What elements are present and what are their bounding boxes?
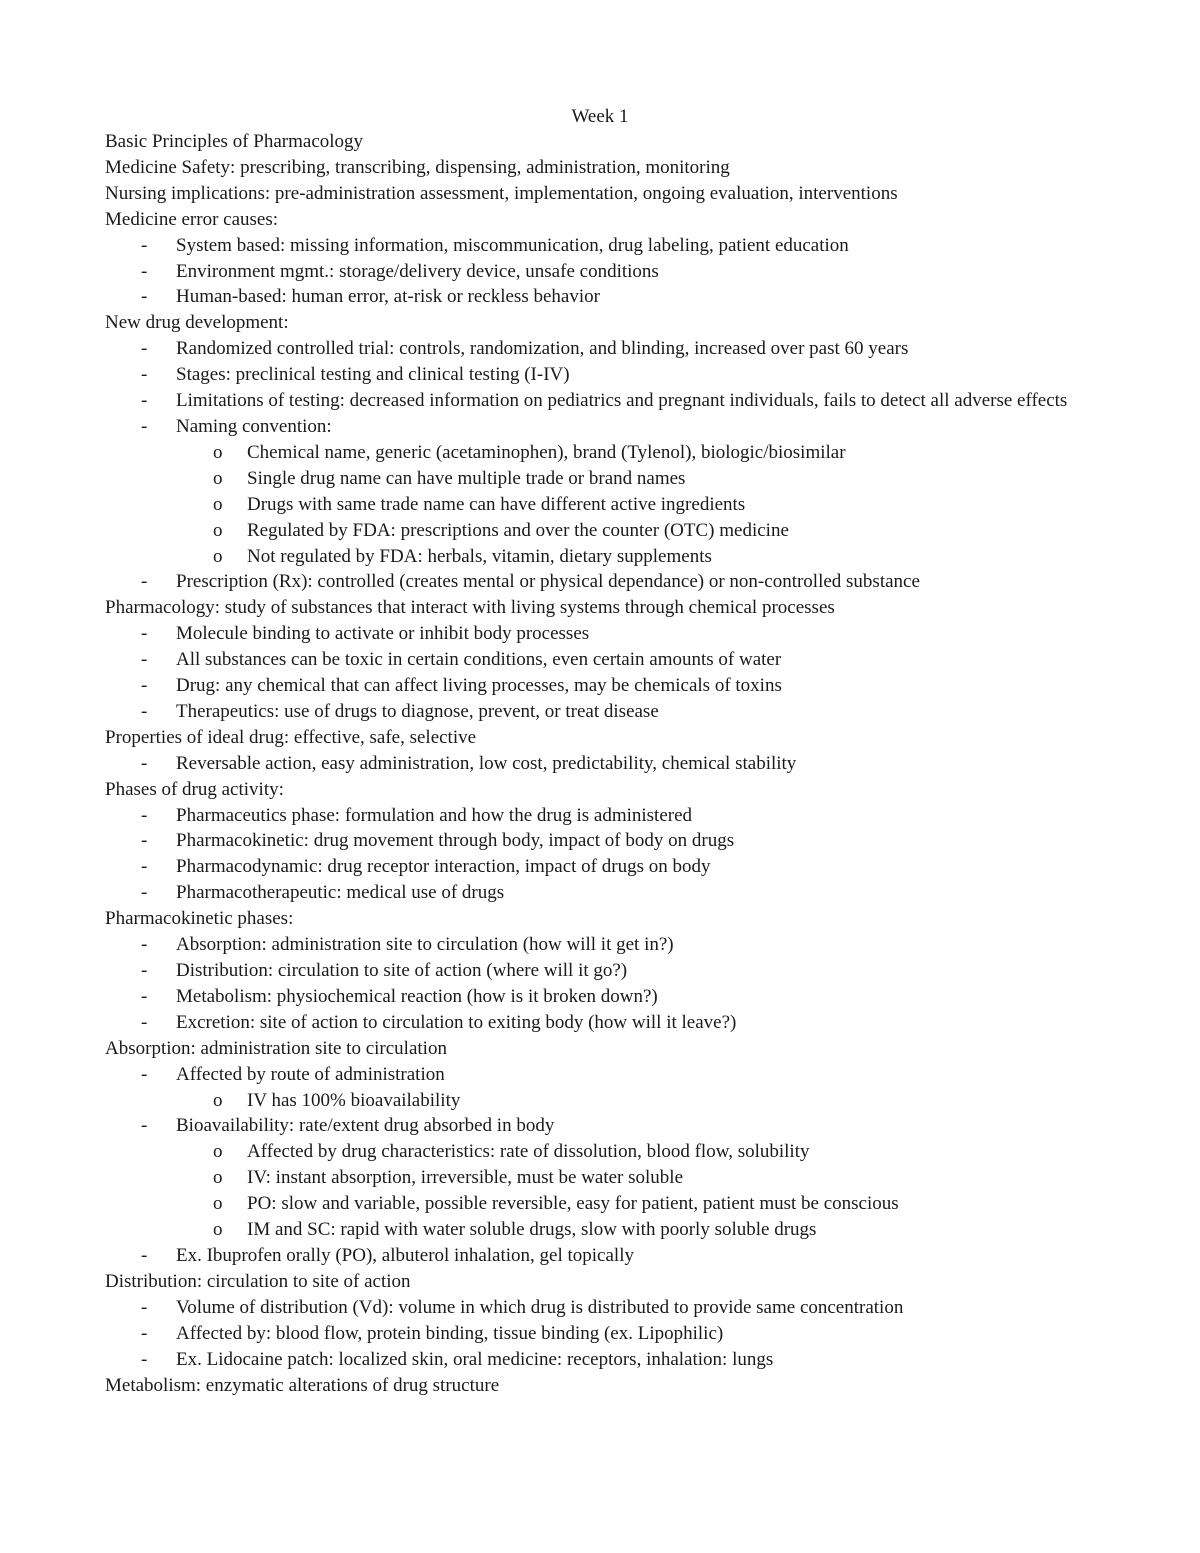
dash-bullet-icon: - bbox=[141, 415, 148, 437]
list-item bbox=[105, 1321, 1095, 1347]
list-item bbox=[105, 803, 1095, 829]
line-text: All substances can be toxic in certain conditions, even certain amounts of water bbox=[176, 649, 782, 671]
dash-bullet-icon: - bbox=[141, 856, 148, 878]
sub-list-item bbox=[105, 1165, 1095, 1191]
circle-bullet-icon: o bbox=[213, 1193, 223, 1215]
section-heading bbox=[105, 1036, 1095, 1062]
line-text: Affected by route of administration bbox=[176, 1063, 445, 1085]
section-heading bbox=[105, 1269, 1095, 1295]
line-text: Distribution: circulation to site of action (where will it go?) bbox=[176, 960, 628, 981]
section-heading bbox=[105, 595, 1095, 621]
circle-bullet-icon: o bbox=[213, 1141, 223, 1163]
line-text: Prescription (Rx): controlled (creates mental or physical dependance) or non-controlled substance bbox=[176, 571, 920, 593]
dash-bullet-icon: - bbox=[141, 234, 148, 256]
line-text: PO: slow and variable, possible reversible, easy for patient, patient must be conscious bbox=[247, 1193, 899, 1215]
list-item bbox=[105, 336, 1095, 362]
dash-bullet-icon: - bbox=[141, 1244, 148, 1266]
circle-bullet-icon: o bbox=[213, 1089, 223, 1111]
line-text: Limitations of testing: decreased information on pediatrics and pregnant individuals, fails to detect all adverse effects bbox=[176, 390, 1068, 412]
list-item bbox=[105, 414, 1095, 440]
list-item bbox=[105, 984, 1095, 1010]
circle-bullet-icon: o bbox=[213, 1167, 223, 1189]
line-text: Volume of distribution (Vd): volume in which drug is distributed to provide same concentration bbox=[176, 1296, 904, 1318]
dash-bullet-icon: - bbox=[141, 571, 148, 593]
list-item bbox=[105, 362, 1095, 388]
section-heading bbox=[105, 1373, 1095, 1399]
dash-bullet-icon: - bbox=[141, 1322, 148, 1344]
circle-bullet-icon: o bbox=[213, 545, 223, 567]
sub-list-item bbox=[105, 1088, 1095, 1114]
list-item bbox=[105, 673, 1095, 699]
line-text: Affected by drug characteristics: rate of dissolution, blood flow, solubility bbox=[247, 1141, 810, 1163]
sub-list-item bbox=[105, 492, 1095, 518]
line-text: IM and SC: rapid with water soluble drugs, slow with poorly soluble drugs bbox=[247, 1219, 817, 1241]
sub-list-item bbox=[105, 518, 1095, 544]
list-item bbox=[105, 699, 1095, 725]
sub-list-item bbox=[105, 440, 1095, 466]
list-item bbox=[105, 259, 1095, 285]
sub-list-item bbox=[105, 1217, 1095, 1243]
section-heading bbox=[105, 207, 1095, 233]
line-text: Pharmaceutics phase: formulation and how the drug is administered bbox=[176, 804, 693, 826]
section-heading bbox=[105, 310, 1095, 336]
dash-bullet-icon: - bbox=[141, 804, 148, 826]
dash-bullet-icon: - bbox=[141, 1296, 148, 1318]
line-text: Medicine error causes: bbox=[105, 208, 279, 230]
dash-bullet-icon: - bbox=[141, 1011, 148, 1033]
circle-bullet-icon: o bbox=[213, 493, 223, 515]
line-text: Phases of drug activity: bbox=[105, 778, 284, 800]
section-heading bbox=[105, 777, 1095, 803]
line-text: Molecule binding to activate or inhibit body processes bbox=[176, 623, 590, 645]
list-item bbox=[105, 1062, 1095, 1088]
section-heading bbox=[105, 906, 1095, 932]
list-item bbox=[105, 932, 1095, 958]
section-heading bbox=[105, 155, 1095, 181]
sub-list-item bbox=[105, 466, 1095, 492]
list-item bbox=[105, 284, 1095, 310]
line-text: Pharmacokinetic: drug movement through body, impact of body on drugs bbox=[176, 830, 735, 852]
notes-list bbox=[105, 129, 1095, 1398]
dash-bullet-icon: - bbox=[141, 338, 148, 360]
line-text: Human-based: human error, at-risk or reckless behavior bbox=[176, 286, 600, 308]
line-text: Randomized controlled trial: controls, randomization, and blinding, increased over past 60 years bbox=[176, 338, 909, 360]
sub-list-item bbox=[105, 544, 1095, 570]
line-text: Chemical name, generic (acetaminophen), brand (Tylenol), biologic/biosimilar bbox=[247, 441, 846, 463]
line-text: System based: missing information, miscommunication, drug labeling, patient education bbox=[176, 234, 849, 256]
sub-list-item bbox=[105, 1191, 1095, 1217]
line-text: Basic Principles of Pharmacology bbox=[105, 131, 364, 152]
dash-bullet-icon: - bbox=[141, 1348, 148, 1370]
line-text: Pharmacology: study of substances that interact with living systems through chemical processes bbox=[105, 597, 835, 619]
line-text: Pharmacokinetic phases: bbox=[105, 908, 294, 930]
list-item bbox=[105, 1010, 1095, 1036]
line-text: Not regulated by FDA: herbals, vitamin, dietary supplements bbox=[247, 545, 712, 567]
line-text: Regulated by FDA: prescriptions and over the counter (OTC) medicine bbox=[247, 519, 789, 541]
list-item bbox=[105, 621, 1095, 647]
line-text: Pharmacodynamic: drug receptor interaction, impact of drugs on body bbox=[176, 856, 711, 878]
line-text: Drugs with same trade name can have different active ingredients bbox=[247, 493, 746, 515]
dash-bullet-icon: - bbox=[141, 390, 148, 412]
dash-bullet-icon: - bbox=[141, 260, 148, 282]
circle-bullet-icon: o bbox=[213, 441, 223, 463]
line-text: Properties of ideal drug: effective, safe, selective bbox=[105, 726, 477, 748]
page-title: Week 1 bbox=[571, 106, 629, 127]
line-text: Therapeutics: use of drugs to diagnose, prevent, or treat disease bbox=[176, 700, 659, 722]
dash-bullet-icon: - bbox=[141, 830, 148, 852]
line-text: Distribution: circulation to site of action bbox=[105, 1270, 411, 1292]
document-page bbox=[105, 104, 1095, 1398]
line-text: Reversable action, easy administration, low cost, predictability, chemical stability bbox=[176, 752, 797, 774]
line-text: Ex. Lidocaine patch: localized skin, oral medicine: receptors, inhalation: lungs bbox=[176, 1348, 774, 1370]
line-text: IV: instant absorption, irreversible, must be water soluble bbox=[247, 1167, 684, 1189]
list-item bbox=[105, 958, 1095, 984]
dash-bullet-icon: - bbox=[141, 752, 148, 774]
dash-bullet-icon: - bbox=[141, 286, 148, 308]
line-text: Absorption: administration site to circulation bbox=[105, 1037, 447, 1059]
sub-list-item bbox=[105, 1139, 1095, 1165]
line-text: Absorption: administration site to circulation (how will it get in?) bbox=[176, 934, 674, 956]
line-text: Environment mgmt.: storage/delivery device, unsafe conditions bbox=[176, 260, 659, 282]
section-heading bbox=[105, 181, 1095, 207]
line-text: Single drug name can have multiple trade or brand names bbox=[247, 467, 686, 489]
circle-bullet-icon: o bbox=[213, 519, 223, 541]
list-item bbox=[105, 233, 1095, 259]
list-item bbox=[105, 828, 1095, 854]
line-text: Stages: preclinical testing and clinical testing (I-IV) bbox=[176, 364, 570, 386]
dash-bullet-icon: - bbox=[141, 364, 148, 386]
line-text: New drug development: bbox=[105, 312, 289, 334]
list-item bbox=[105, 647, 1095, 673]
line-text: Bioavailability: rate/extent drug absorbed in body bbox=[176, 1115, 555, 1137]
line-text: Metabolism: enzymatic alterations of drug structure bbox=[105, 1374, 500, 1396]
list-item bbox=[105, 854, 1095, 880]
list-item bbox=[105, 1295, 1095, 1321]
dash-bullet-icon: - bbox=[141, 882, 148, 904]
list-item bbox=[105, 1347, 1095, 1373]
line-text: Excretion: site of action to circulation to exiting body (how will it leave?) bbox=[176, 1011, 737, 1033]
line-text: Affected by: blood flow, protein binding, tissue binding (ex. Lipophilic) bbox=[176, 1322, 724, 1344]
circle-bullet-icon: o bbox=[213, 467, 223, 489]
section-heading bbox=[105, 129, 1095, 155]
list-item bbox=[105, 1243, 1095, 1269]
dash-bullet-icon: - bbox=[141, 1063, 148, 1085]
dash-bullet-icon: - bbox=[141, 675, 148, 697]
dash-bullet-icon: - bbox=[141, 1115, 148, 1137]
list-item bbox=[105, 569, 1095, 595]
circle-bullet-icon: o bbox=[213, 1219, 223, 1241]
line-text: IV has 100% bioavailability bbox=[247, 1089, 461, 1111]
list-item bbox=[105, 751, 1095, 777]
dash-bullet-icon: - bbox=[141, 960, 148, 981]
dash-bullet-icon: - bbox=[141, 649, 148, 671]
line-text: Medicine Safety: prescribing, transcribing, dispensing, administration, monitoring bbox=[105, 156, 730, 178]
list-item bbox=[105, 388, 1095, 414]
list-item bbox=[105, 1113, 1095, 1139]
dash-bullet-icon: - bbox=[141, 700, 148, 722]
dash-bullet-icon: - bbox=[141, 934, 148, 956]
line-text: Ex. Ibuprofen orally (PO), albuterol inhalation, gel topically bbox=[176, 1244, 634, 1266]
line-text: Naming convention: bbox=[176, 415, 332, 437]
line-text: Nursing implications: pre-administration assessment, implementation, ongoing evaluation, interventions bbox=[105, 182, 898, 204]
line-text: Metabolism: physiochemical reaction (how is it broken down?) bbox=[176, 985, 658, 1007]
dash-bullet-icon: - bbox=[141, 985, 148, 1007]
section-heading bbox=[105, 725, 1095, 751]
list-item bbox=[105, 880, 1095, 906]
line-text: Drug: any chemical that can affect living processes, may be chemicals of toxins bbox=[176, 675, 782, 697]
line-text: Pharmacotherapeutic: medical use of drugs bbox=[176, 882, 505, 904]
dash-bullet-icon: - bbox=[141, 623, 148, 645]
